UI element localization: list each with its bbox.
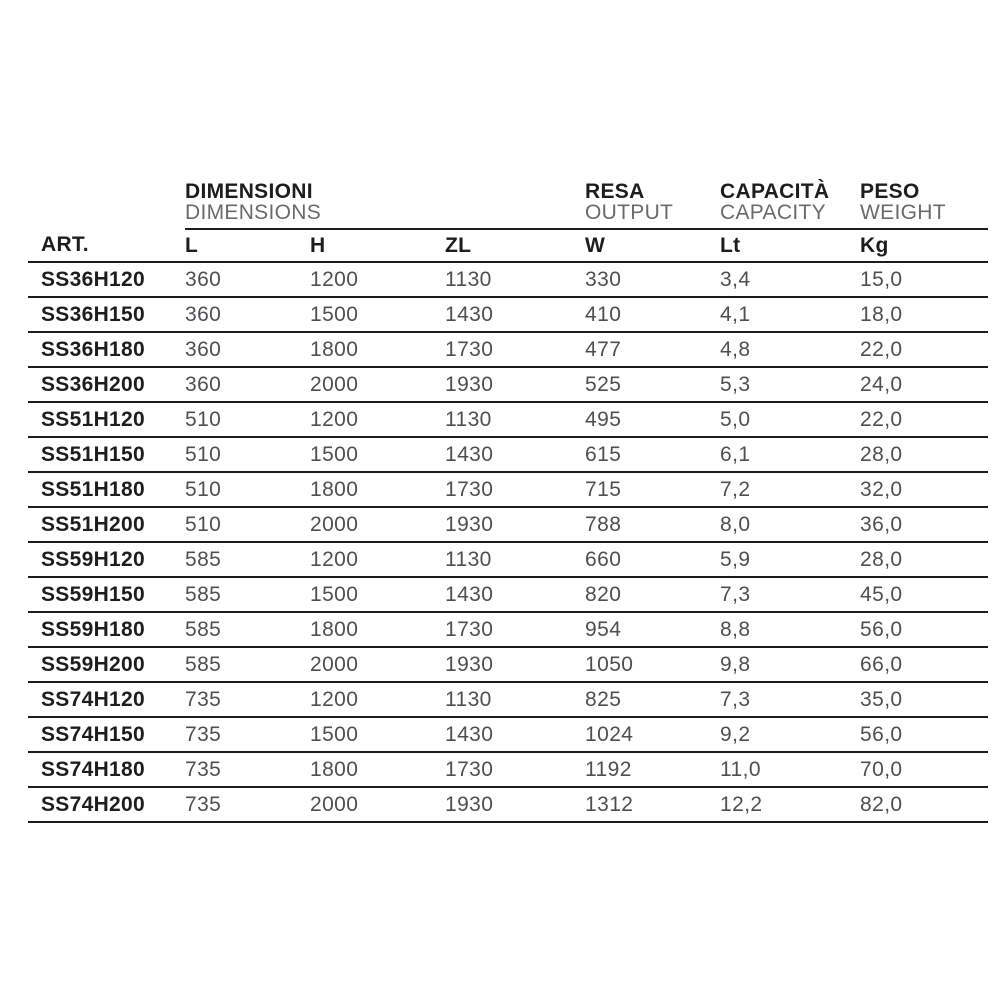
value-cell: 1430 — [445, 577, 585, 612]
value-cell: 28,0 — [860, 542, 988, 577]
article-code: SS59H180 — [28, 612, 185, 647]
value-cell: 6,1 — [720, 437, 860, 472]
value-cell: 82,0 — [860, 787, 988, 822]
value-cell: 1130 — [445, 262, 585, 297]
value-cell: 1430 — [445, 437, 585, 472]
value-cell: 788 — [585, 507, 720, 542]
value-cell: 825 — [585, 682, 720, 717]
value-cell: 2000 — [310, 787, 445, 822]
column-header-zl: ZL — [445, 229, 585, 262]
column-header-art: ART. — [28, 229, 185, 262]
value-cell: 2000 — [310, 507, 445, 542]
group-label-it: CAPACITÀ — [720, 180, 830, 203]
value-cell: 1930 — [445, 647, 585, 682]
value-cell: 2000 — [310, 367, 445, 402]
value-cell: 4,8 — [720, 332, 860, 367]
article-code: SS74H200 — [28, 787, 185, 822]
article-code: SS36H150 — [28, 297, 185, 332]
table-row — [28, 612, 988, 647]
value-cell: 28,0 — [860, 437, 988, 472]
value-cell: 7,3 — [720, 682, 860, 717]
table-row — [28, 752, 988, 787]
table-row — [28, 472, 988, 507]
value-cell: 1730 — [445, 472, 585, 507]
article-code: SS59H120 — [28, 542, 185, 577]
value-cell: 660 — [585, 542, 720, 577]
article-code: SS59H200 — [28, 647, 185, 682]
group-label-en: OUTPUT — [585, 201, 674, 224]
value-cell: 1730 — [445, 612, 585, 647]
table-row — [28, 332, 988, 367]
value-cell: 1430 — [445, 717, 585, 752]
group-label-it: DIMENSIONI — [185, 180, 313, 203]
value-cell: 1930 — [445, 787, 585, 822]
value-cell: 1050 — [585, 647, 720, 682]
table-row — [28, 297, 988, 332]
table-row — [28, 787, 988, 822]
group-label-it: PESO — [860, 180, 920, 203]
value-cell: 2000 — [310, 647, 445, 682]
value-cell: 12,2 — [720, 787, 860, 822]
value-cell: 360 — [185, 297, 310, 332]
value-cell: 8,8 — [720, 612, 860, 647]
value-cell: 1130 — [445, 542, 585, 577]
value-cell: 510 — [185, 437, 310, 472]
value-cell: 735 — [185, 787, 310, 822]
table-row — [28, 577, 988, 612]
value-cell: 3,4 — [720, 262, 860, 297]
value-cell: 330 — [585, 262, 720, 297]
group-header-row — [28, 178, 988, 229]
value-cell: 36,0 — [860, 507, 988, 542]
value-cell: 1500 — [310, 437, 445, 472]
value-cell: 735 — [185, 717, 310, 752]
value-cell: 1312 — [585, 787, 720, 822]
article-code: SS74H180 — [28, 752, 185, 787]
group-header-capacity — [720, 178, 860, 229]
value-cell: 9,2 — [720, 717, 860, 752]
table-row — [28, 262, 988, 297]
column-header-w: W — [585, 229, 720, 262]
article-code: SS51H200 — [28, 507, 185, 542]
table-row — [28, 437, 988, 472]
value-cell: 5,9 — [720, 542, 860, 577]
value-cell: 360 — [185, 332, 310, 367]
value-cell: 56,0 — [860, 612, 988, 647]
value-cell: 1192 — [585, 752, 720, 787]
value-cell: 1430 — [445, 297, 585, 332]
value-cell: 954 — [585, 612, 720, 647]
group-header-spacer — [28, 178, 185, 229]
value-cell: 5,0 — [720, 402, 860, 437]
value-cell: 66,0 — [860, 647, 988, 682]
group-label-it: RESA — [585, 180, 645, 203]
value-cell: 56,0 — [860, 717, 988, 752]
value-cell: 22,0 — [860, 402, 988, 437]
value-cell: 1500 — [310, 577, 445, 612]
value-cell: 360 — [185, 367, 310, 402]
table-row — [28, 682, 988, 717]
article-code: SS36H180 — [28, 332, 185, 367]
value-cell: 1800 — [310, 752, 445, 787]
value-cell: 22,0 — [860, 332, 988, 367]
article-code: SS74H150 — [28, 717, 185, 752]
value-cell: 4,1 — [720, 297, 860, 332]
value-cell: 1200 — [310, 262, 445, 297]
value-cell: 35,0 — [860, 682, 988, 717]
column-header-row — [28, 229, 988, 262]
column-header-lt: Lt — [720, 229, 860, 262]
value-cell: 1800 — [310, 472, 445, 507]
value-cell: 1930 — [445, 367, 585, 402]
group-label-en: DIMENSIONS — [185, 201, 322, 224]
article-code: SS51H150 — [28, 437, 185, 472]
value-cell: 8,0 — [720, 507, 860, 542]
value-cell: 5,3 — [720, 367, 860, 402]
value-cell: 1024 — [585, 717, 720, 752]
value-cell: 45,0 — [860, 577, 988, 612]
value-cell: 735 — [185, 752, 310, 787]
value-cell: 585 — [185, 542, 310, 577]
value-cell: 15,0 — [860, 262, 988, 297]
value-cell: 1930 — [445, 507, 585, 542]
column-header-l: L — [185, 229, 310, 262]
value-cell: 510 — [185, 472, 310, 507]
article-code: SS51H120 — [28, 402, 185, 437]
table-row — [28, 542, 988, 577]
value-cell: 11,0 — [720, 752, 860, 787]
article-code: SS36H200 — [28, 367, 185, 402]
value-cell: 735 — [185, 682, 310, 717]
group-header-output — [585, 178, 720, 229]
value-cell: 525 — [585, 367, 720, 402]
value-cell: 1200 — [310, 542, 445, 577]
value-cell: 1500 — [310, 717, 445, 752]
value-cell: 360 — [185, 262, 310, 297]
value-cell: 495 — [585, 402, 720, 437]
group-label-en: CAPACITY — [720, 201, 826, 224]
value-cell: 615 — [585, 437, 720, 472]
table-row — [28, 717, 988, 752]
value-cell: 715 — [585, 472, 720, 507]
table-row — [28, 507, 988, 542]
value-cell: 585 — [185, 577, 310, 612]
group-header-dimensions — [185, 178, 585, 229]
value-cell: 1800 — [310, 332, 445, 367]
value-cell: 510 — [185, 507, 310, 542]
article-code: SS51H180 — [28, 472, 185, 507]
value-cell: 9,8 — [720, 647, 860, 682]
value-cell: 410 — [585, 297, 720, 332]
value-cell: 1200 — [310, 402, 445, 437]
value-cell: 18,0 — [860, 297, 988, 332]
value-cell: 1130 — [445, 402, 585, 437]
value-cell: 7,3 — [720, 577, 860, 612]
article-code: SS74H120 — [28, 682, 185, 717]
article-code: SS36H120 — [28, 262, 185, 297]
value-cell: 1800 — [310, 612, 445, 647]
value-cell: 1130 — [445, 682, 585, 717]
column-header-h: H — [310, 229, 445, 262]
value-cell: 70,0 — [860, 752, 988, 787]
table-header — [28, 178, 988, 262]
table-body — [28, 262, 988, 822]
value-cell: 585 — [185, 647, 310, 682]
value-cell: 1730 — [445, 752, 585, 787]
table-row — [28, 402, 988, 437]
spec-table — [28, 178, 988, 823]
value-cell: 24,0 — [860, 367, 988, 402]
value-cell: 7,2 — [720, 472, 860, 507]
value-cell: 1730 — [445, 332, 585, 367]
table-row — [28, 647, 988, 682]
value-cell: 1200 — [310, 682, 445, 717]
group-header-weight — [860, 178, 988, 229]
table-row — [28, 367, 988, 402]
article-code: SS59H150 — [28, 577, 185, 612]
value-cell: 1500 — [310, 297, 445, 332]
group-label-en: WEIGHT — [860, 201, 946, 224]
value-cell: 585 — [185, 612, 310, 647]
value-cell: 820 — [585, 577, 720, 612]
value-cell: 32,0 — [860, 472, 988, 507]
column-header-kg: Kg — [860, 229, 988, 262]
value-cell: 510 — [185, 402, 310, 437]
value-cell: 477 — [585, 332, 720, 367]
